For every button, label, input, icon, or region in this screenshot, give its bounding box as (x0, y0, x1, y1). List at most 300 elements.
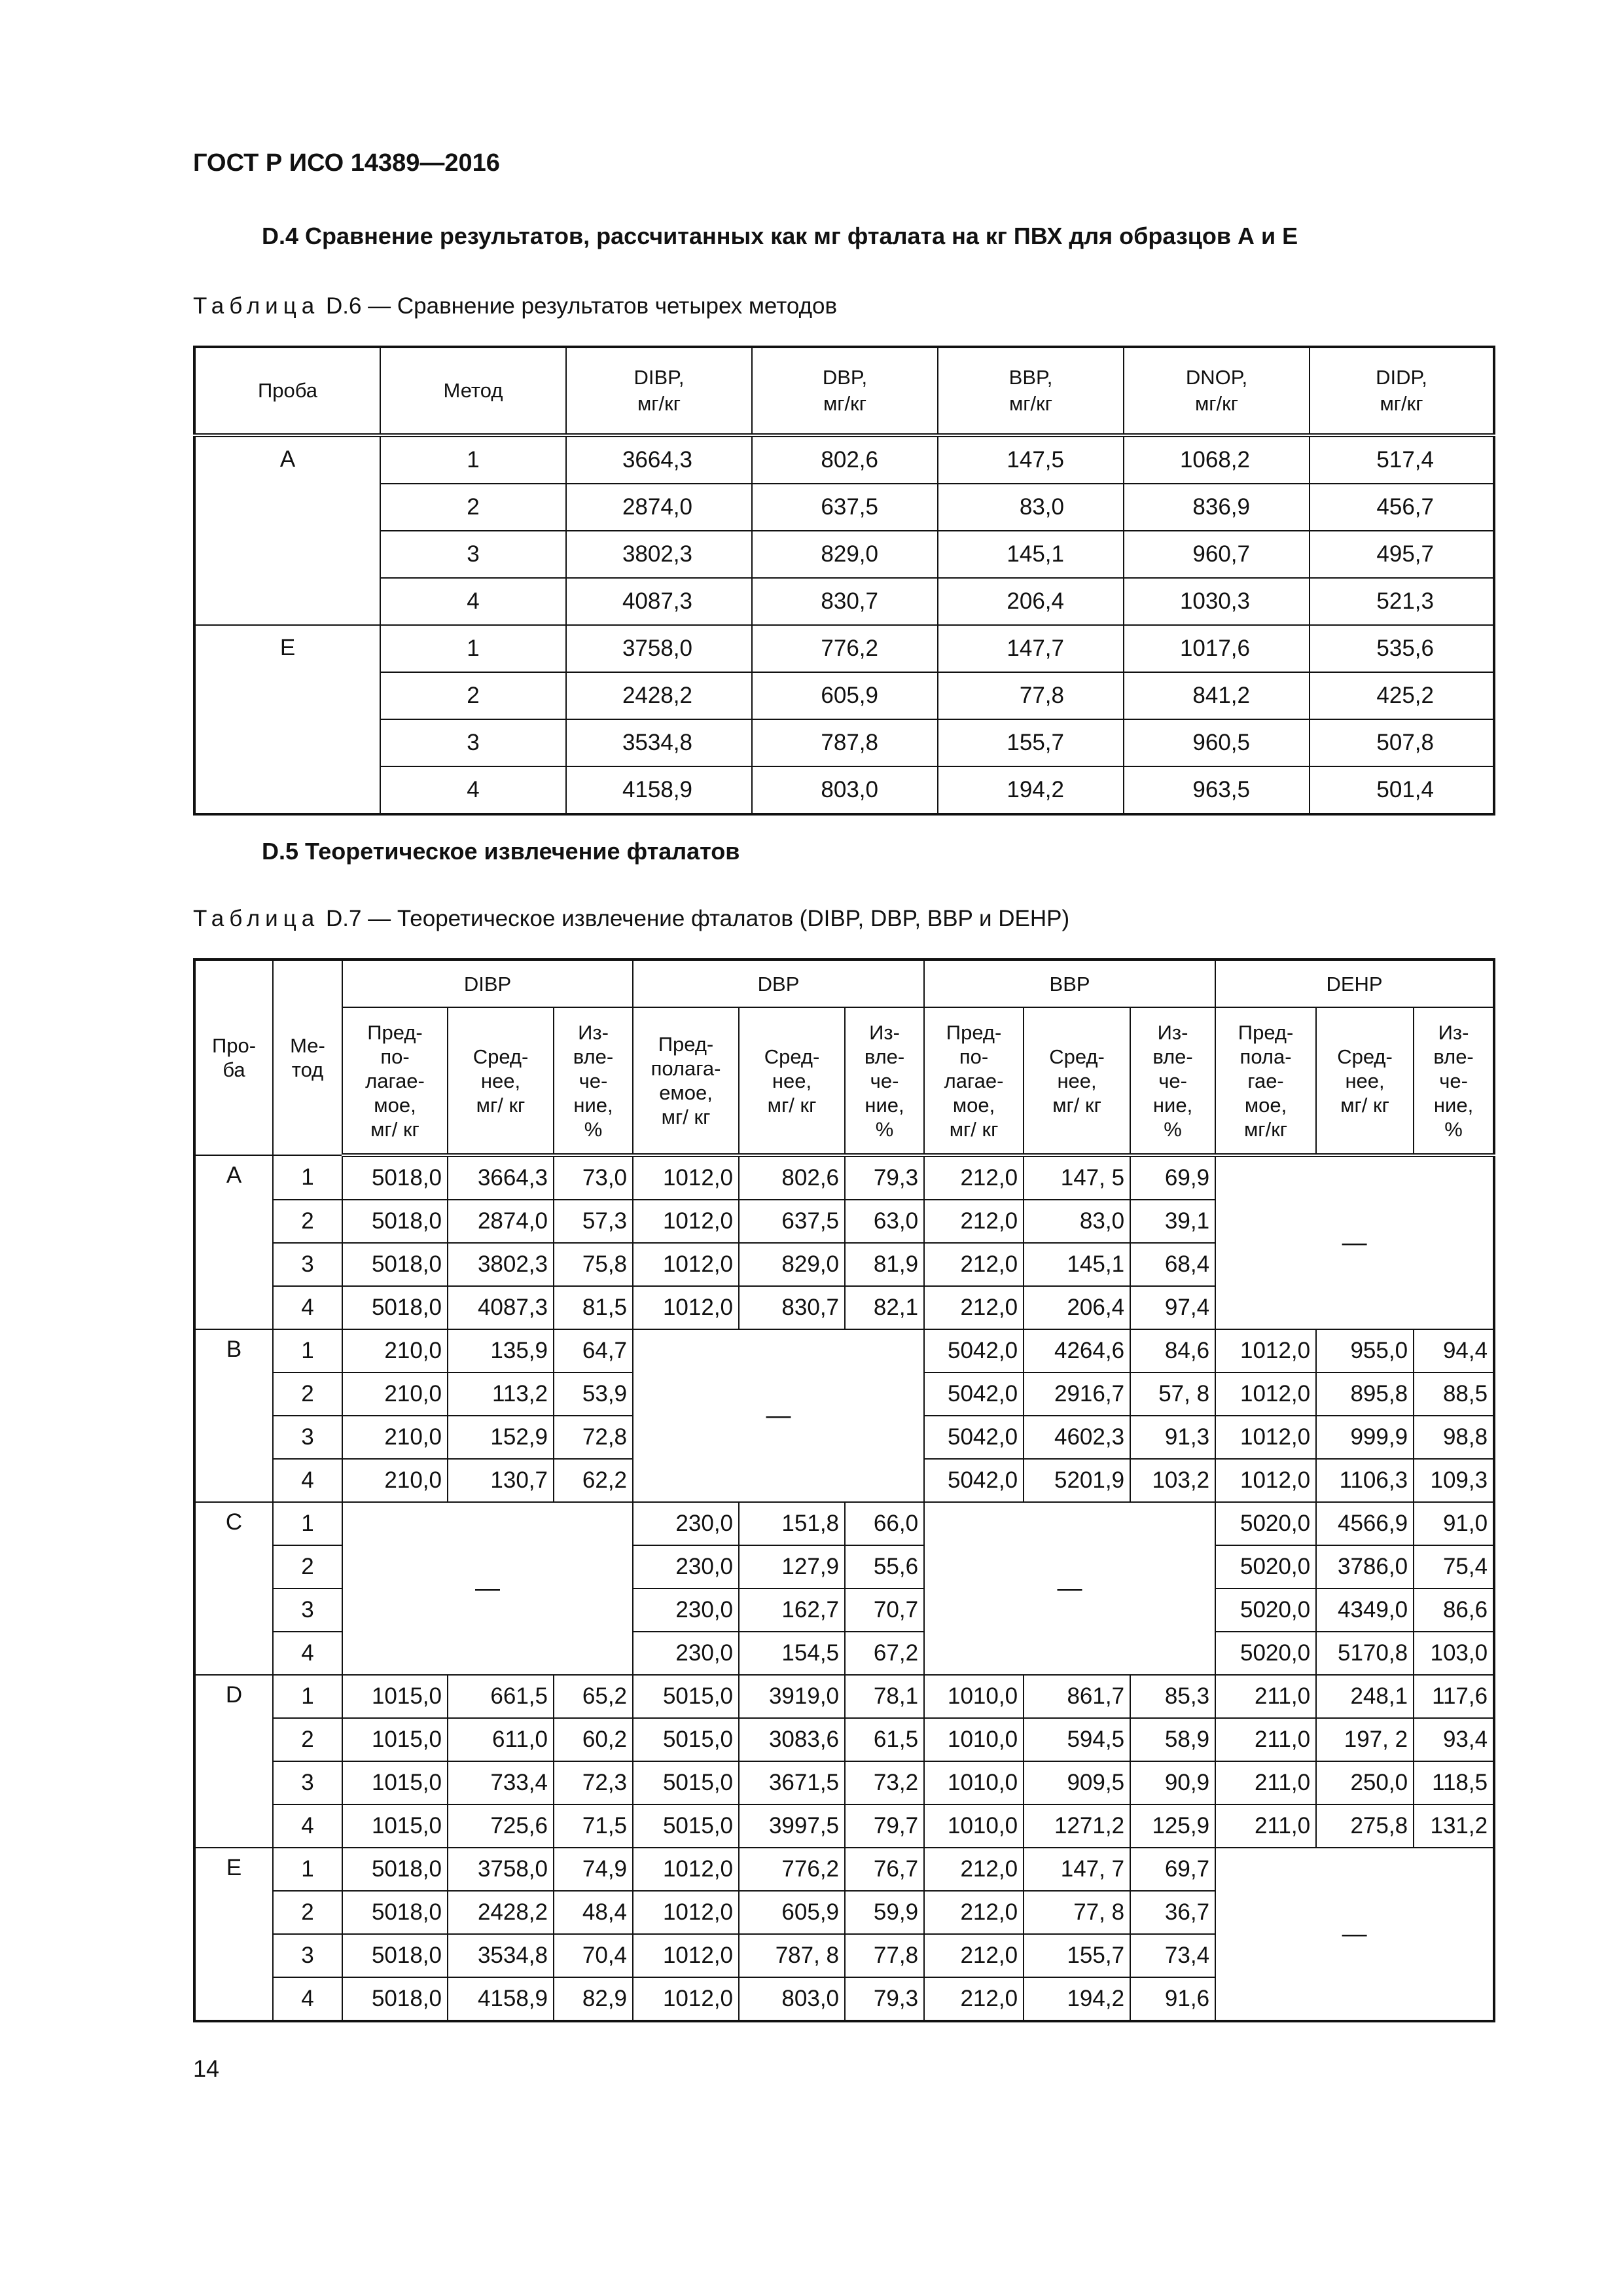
value-cell: 70,4 (554, 1934, 633, 1977)
caption-prefix: Таблица (193, 293, 320, 319)
value-cell: 206,4 (1024, 1286, 1130, 1329)
table-d7 (193, 958, 1495, 2022)
method-cell: 1 (380, 625, 566, 672)
value-cell: 275,8 (1316, 1804, 1414, 1848)
value-cell: 5018,0 (342, 1286, 448, 1329)
value-cell: 5018,0 (342, 1934, 448, 1977)
method-cell: 2 (380, 672, 566, 719)
value-cell: 5042,0 (924, 1459, 1024, 1502)
value-cell: 69,7 (1130, 1848, 1215, 1891)
value-cell: 230,0 (633, 1588, 739, 1632)
value-cell: 1012,0 (633, 1243, 739, 1286)
value-cell: 91,0 (1414, 1502, 1494, 1545)
table-d6 (193, 346, 1495, 816)
value-cell: 507,8 (1310, 719, 1494, 766)
value-cell: 1015,0 (342, 1718, 448, 1761)
value-cell: 1012,0 (633, 1934, 739, 1977)
value-cell: 1012,0 (1215, 1459, 1316, 1502)
document-code: ГОСТ Р ИСО 14389—2016 (193, 149, 500, 177)
table-row (194, 1155, 1494, 1200)
value-cell: 55,6 (845, 1545, 924, 1588)
value-cell: 155,7 (938, 719, 1124, 766)
value-cell: 194,2 (938, 766, 1124, 814)
value-cell: 5018,0 (342, 1848, 448, 1891)
value-cell: 81,9 (845, 1243, 924, 1286)
value-cell: 637,5 (752, 484, 938, 531)
method-cell: 1 (273, 1848, 342, 1891)
value-cell: 79,3 (845, 1155, 924, 1200)
value-cell: 803,0 (752, 766, 938, 814)
value-cell: 661,5 (448, 1675, 554, 1718)
value-cell: 5020,0 (1215, 1632, 1316, 1675)
value-cell: 4087,3 (566, 578, 752, 625)
value-cell: 836,9 (1124, 484, 1310, 531)
value-cell: 5018,0 (342, 1243, 448, 1286)
value-cell: 4158,9 (566, 766, 752, 814)
column-header: DIBP, мг/кг (566, 347, 752, 435)
method-cell: 4 (380, 766, 566, 814)
value-cell: 3758,0 (448, 1848, 554, 1891)
section-heading-d4: D.4 Сравнение результатов, рассчитанных как мг фталата на кг ПВХ для образцов А и Е (262, 223, 1298, 249)
value-cell: 63,0 (845, 1200, 924, 1243)
table-row (194, 1675, 1494, 1718)
value-cell: 3919,0 (739, 1675, 845, 1718)
value-cell: 605,9 (739, 1891, 845, 1934)
value-cell: 3671,5 (739, 1761, 845, 1804)
value-cell: 637,5 (739, 1200, 845, 1243)
value-cell: 70,7 (845, 1588, 924, 1632)
value-cell: 125,9 (1130, 1804, 1215, 1848)
value-cell: 1068,2 (1124, 435, 1310, 484)
empty-block-cell: — (633, 1329, 924, 1502)
value-cell: 117,6 (1414, 1675, 1494, 1718)
value-cell: 2874,0 (448, 1200, 554, 1243)
value-cell: 1030,3 (1124, 578, 1310, 625)
section-heading-d5: D.5 Теоретическое извлечение фталатов (262, 838, 740, 865)
method-cell: 1 (273, 1502, 342, 1545)
value-cell: 83,0 (1024, 1200, 1130, 1243)
column-header: DBP, мг/кг (752, 347, 938, 435)
value-cell: 60,2 (554, 1718, 633, 1761)
column-header: Из- вле- че- ние, % (1130, 1007, 1215, 1155)
value-cell: 61,5 (845, 1718, 924, 1761)
sample-cell: А (194, 435, 380, 625)
value-cell: 69,9 (1130, 1155, 1215, 1200)
method-cell: 3 (273, 1243, 342, 1286)
value-cell: 98,8 (1414, 1416, 1494, 1459)
value-cell: 211,0 (1215, 1761, 1316, 1804)
value-cell: 147, 5 (1024, 1155, 1130, 1200)
value-cell: 210,0 (342, 1416, 448, 1459)
value-cell: 194,2 (1024, 1977, 1130, 2021)
value-cell: 248,1 (1316, 1675, 1414, 1718)
value-cell: 3534,8 (448, 1934, 554, 1977)
table-row (194, 1761, 1494, 1804)
value-cell: 4158,9 (448, 1977, 554, 2021)
value-cell: 212,0 (924, 1977, 1024, 2021)
value-cell: 197, 2 (1316, 1718, 1414, 1761)
table-row (194, 578, 1494, 625)
column-header: Пред- по- лагае- мое, мг/ кг (342, 1007, 448, 1155)
value-cell: 5020,0 (1215, 1502, 1316, 1545)
value-cell: 960,5 (1124, 719, 1310, 766)
value-cell: 802,6 (752, 435, 938, 484)
column-header: Сред- нее, мг/ кг (448, 1007, 554, 1155)
sample-cell: D (194, 1675, 273, 1848)
value-cell: 2428,2 (448, 1891, 554, 1934)
column-header: Пред- по- лагае- мое, мг/ кг (924, 1007, 1024, 1155)
value-cell: 212,0 (924, 1200, 1024, 1243)
table-row (194, 625, 1494, 672)
group-header: DIBP (342, 960, 633, 1007)
method-cell: 4 (273, 1977, 342, 2021)
value-cell: 5018,0 (342, 1977, 448, 2021)
value-cell: 66,0 (845, 1502, 924, 1545)
value-cell: 76,7 (845, 1848, 924, 1891)
group-header: DEHP (1215, 960, 1494, 1007)
value-cell: 212,0 (924, 1155, 1024, 1200)
value-cell: 1017,6 (1124, 625, 1310, 672)
value-cell: 155,7 (1024, 1934, 1130, 1977)
table-row (194, 1502, 1494, 1545)
column-header: DIDP, мг/кг (1310, 347, 1494, 435)
value-cell: 84,6 (1130, 1329, 1215, 1372)
value-cell: 212,0 (924, 1891, 1024, 1934)
value-cell: 131,2 (1414, 1804, 1494, 1848)
value-cell: 1012,0 (1215, 1416, 1316, 1459)
value-cell: 79,7 (845, 1804, 924, 1848)
value-cell: 4602,3 (1024, 1416, 1130, 1459)
value-cell: 152,9 (448, 1416, 554, 1459)
value-cell: 1015,0 (342, 1761, 448, 1804)
table-row (194, 484, 1494, 531)
value-cell: 103,2 (1130, 1459, 1215, 1502)
value-cell: 830,7 (752, 578, 938, 625)
sample-cell: Е (194, 625, 380, 814)
value-cell: 75,4 (1414, 1545, 1494, 1588)
method-cell: 2 (273, 1891, 342, 1934)
value-cell: 1012,0 (633, 1155, 739, 1200)
value-cell: 93,4 (1414, 1718, 1494, 1761)
method-cell: 1 (380, 435, 566, 484)
value-cell: 62,2 (554, 1459, 633, 1502)
column-header: Проба (194, 347, 380, 435)
value-cell: 3534,8 (566, 719, 752, 766)
value-cell: 5042,0 (924, 1372, 1024, 1416)
method-cell: 4 (273, 1459, 342, 1502)
column-header-sample: Про- ба (194, 960, 273, 1155)
column-header: Из- вле- че- ние, % (1414, 1007, 1494, 1155)
value-cell: 802,6 (739, 1155, 845, 1200)
value-cell: 2916,7 (1024, 1372, 1130, 1416)
value-cell: 73,0 (554, 1155, 633, 1200)
value-cell: 5015,0 (633, 1761, 739, 1804)
value-cell: 5015,0 (633, 1675, 739, 1718)
value-cell: 71,5 (554, 1804, 633, 1848)
table-row (194, 1718, 1494, 1761)
value-cell: 1106,3 (1316, 1459, 1414, 1502)
value-cell: 58,9 (1130, 1718, 1215, 1761)
value-cell: 3083,6 (739, 1718, 845, 1761)
value-cell: 3802,3 (566, 531, 752, 578)
value-cell: 5015,0 (633, 1804, 739, 1848)
value-cell: 78,1 (845, 1675, 924, 1718)
value-cell: 1012,0 (1215, 1372, 1316, 1416)
value-cell: 517,4 (1310, 435, 1494, 484)
value-cell: 211,0 (1215, 1718, 1316, 1761)
value-cell: 151,8 (739, 1502, 845, 1545)
method-cell: 4 (273, 1286, 342, 1329)
value-cell: 3664,3 (566, 435, 752, 484)
column-header: DNOP, мг/кг (1124, 347, 1310, 435)
value-cell: 5201,9 (1024, 1459, 1130, 1502)
value-cell: 145,1 (938, 531, 1124, 578)
value-cell: 861,7 (1024, 1675, 1130, 1718)
value-cell: 2428,2 (566, 672, 752, 719)
value-cell: 501,4 (1310, 766, 1494, 814)
column-header: Из- вле- че- ние, % (554, 1007, 633, 1155)
value-cell: 145,1 (1024, 1243, 1130, 1286)
column-header-method: Ме- тод (273, 960, 342, 1155)
value-cell: 57,3 (554, 1200, 633, 1243)
value-cell: 1010,0 (924, 1761, 1024, 1804)
page-number: 14 (193, 2055, 220, 2082)
column-header: Сред- нее, мг/ кг (739, 1007, 845, 1155)
value-cell: 88,5 (1414, 1372, 1494, 1416)
value-cell: 206,4 (938, 578, 1124, 625)
value-cell: 1012,0 (633, 1977, 739, 2021)
value-cell: 425,2 (1310, 672, 1494, 719)
method-cell: 1 (273, 1675, 342, 1718)
method-cell: 2 (273, 1372, 342, 1416)
value-cell: 999,9 (1316, 1416, 1414, 1459)
method-cell: 3 (273, 1416, 342, 1459)
column-header: Сред- нее, мг/ кг (1024, 1007, 1130, 1155)
value-cell: 1271,2 (1024, 1804, 1130, 1848)
sample-cell: А (194, 1155, 273, 1329)
value-cell: 611,0 (448, 1718, 554, 1761)
value-cell: 1015,0 (342, 1675, 448, 1718)
column-header: Метод (380, 347, 566, 435)
value-cell: 725,6 (448, 1804, 554, 1848)
value-cell: 776,2 (752, 625, 938, 672)
empty-block-cell: — (1215, 1848, 1494, 2021)
method-cell: 1 (273, 1329, 342, 1372)
value-cell: 86,6 (1414, 1588, 1494, 1632)
value-cell: 90,9 (1130, 1761, 1215, 1804)
value-cell: 594,5 (1024, 1718, 1130, 1761)
value-cell: 162,7 (739, 1588, 845, 1632)
value-cell: 605,9 (752, 672, 938, 719)
value-cell: 91,3 (1130, 1416, 1215, 1459)
value-cell: 3758,0 (566, 625, 752, 672)
method-cell: 2 (380, 484, 566, 531)
value-cell: 36,7 (1130, 1891, 1215, 1934)
column-header: Пред- пола- гае- мое, мг/кг (1215, 1007, 1316, 1155)
value-cell: 97,4 (1130, 1286, 1215, 1329)
value-cell: 73,2 (845, 1761, 924, 1804)
method-cell: 3 (273, 1761, 342, 1804)
value-cell: 955,0 (1316, 1329, 1414, 1372)
value-cell: 495,7 (1310, 531, 1494, 578)
value-cell: 77,8 (845, 1934, 924, 1977)
value-cell: 39,1 (1130, 1200, 1215, 1243)
value-cell: 127,9 (739, 1545, 845, 1588)
table-row (194, 1804, 1494, 1848)
method-cell: 4 (273, 1804, 342, 1848)
method-cell: 1 (273, 1155, 342, 1200)
value-cell: 5018,0 (342, 1155, 448, 1200)
value-cell: 733,4 (448, 1761, 554, 1804)
value-cell: 2874,0 (566, 484, 752, 531)
value-cell: 65,2 (554, 1675, 633, 1718)
value-cell: 841,2 (1124, 672, 1310, 719)
value-cell: 82,1 (845, 1286, 924, 1329)
value-cell: 5042,0 (924, 1416, 1024, 1459)
value-cell: 147,7 (938, 625, 1124, 672)
value-cell: 963,5 (1124, 766, 1310, 814)
table-row (194, 719, 1494, 766)
value-cell: 5018,0 (342, 1891, 448, 1934)
group-header: DBP (633, 960, 924, 1007)
value-cell: 48,4 (554, 1891, 633, 1934)
empty-block-cell: — (1215, 1155, 1494, 1329)
value-cell: 1010,0 (924, 1718, 1024, 1761)
method-cell: 3 (273, 1588, 342, 1632)
empty-block-cell: — (924, 1502, 1215, 1675)
value-cell: 1012,0 (633, 1848, 739, 1891)
value-cell: 64,7 (554, 1329, 633, 1372)
column-header: Сред- нее, мг/ кг (1316, 1007, 1414, 1155)
value-cell: 81,5 (554, 1286, 633, 1329)
value-cell: 4566,9 (1316, 1502, 1414, 1545)
table-row (194, 435, 1494, 484)
value-cell: 787,8 (752, 719, 938, 766)
header-row (194, 347, 1494, 435)
table-row (194, 531, 1494, 578)
value-cell: 456,7 (1310, 484, 1494, 531)
value-cell: 895,8 (1316, 1372, 1414, 1416)
method-cell: 3 (380, 531, 566, 578)
method-cell: 2 (273, 1718, 342, 1761)
value-cell: 5020,0 (1215, 1545, 1316, 1588)
value-cell: 5042,0 (924, 1329, 1024, 1372)
value-cell: 210,0 (342, 1372, 448, 1416)
value-cell: 776,2 (739, 1848, 845, 1891)
value-cell: 5020,0 (1215, 1588, 1316, 1632)
value-cell: 5170,8 (1316, 1632, 1414, 1675)
value-cell: 829,0 (739, 1243, 845, 1286)
sample-cell: Е (194, 1848, 273, 2021)
value-cell: 77,8 (938, 672, 1124, 719)
value-cell: 212,0 (924, 1286, 1024, 1329)
value-cell: 74,9 (554, 1848, 633, 1891)
column-header: Пред- полага- емое, мг/ кг (633, 1007, 739, 1155)
table-row (194, 672, 1494, 719)
value-cell: 230,0 (633, 1545, 739, 1588)
value-cell: 91,6 (1130, 1977, 1215, 2021)
value-cell: 147,5 (938, 435, 1124, 484)
value-cell: 135,9 (448, 1329, 554, 1372)
value-cell: 212,0 (924, 1848, 1024, 1891)
value-cell: 4264,6 (1024, 1329, 1130, 1372)
method-cell: 3 (273, 1934, 342, 1977)
column-header: BBP, мг/кг (938, 347, 1124, 435)
value-cell: 4349,0 (1316, 1588, 1414, 1632)
value-cell: 3786,0 (1316, 1545, 1414, 1588)
method-cell: 2 (273, 1200, 342, 1243)
value-cell: 210,0 (342, 1329, 448, 1372)
value-cell: 1010,0 (924, 1675, 1024, 1718)
header-row (194, 1007, 1494, 1155)
value-cell: 960,7 (1124, 531, 1310, 578)
value-cell: 72,8 (554, 1416, 633, 1459)
value-cell: 103,0 (1414, 1632, 1494, 1675)
value-cell: 109,3 (1414, 1459, 1494, 1502)
value-cell: 250,0 (1316, 1761, 1414, 1804)
method-cell: 2 (273, 1545, 342, 1588)
value-cell: 85,3 (1130, 1675, 1215, 1718)
table-caption-d6 (193, 293, 837, 319)
value-cell: 212,0 (924, 1934, 1024, 1977)
value-cell: 130,7 (448, 1459, 554, 1502)
value-cell: 68,4 (1130, 1243, 1215, 1286)
value-cell: 1012,0 (1215, 1329, 1316, 1372)
method-cell: 4 (273, 1632, 342, 1675)
group-header: BBP (924, 960, 1215, 1007)
value-cell: 787, 8 (739, 1934, 845, 1977)
caption-text: D.6 — Сравнение результатов четырех методов (319, 293, 838, 319)
value-cell: 211,0 (1215, 1804, 1316, 1848)
value-cell: 77, 8 (1024, 1891, 1130, 1934)
table-caption-d7 (193, 906, 1069, 932)
empty-block-cell: — (342, 1502, 633, 1675)
value-cell: 210,0 (342, 1459, 448, 1502)
value-cell: 4087,3 (448, 1286, 554, 1329)
value-cell: 53,9 (554, 1372, 633, 1416)
value-cell: 230,0 (633, 1632, 739, 1675)
value-cell: 79,3 (845, 1977, 924, 2021)
value-cell: 154,5 (739, 1632, 845, 1675)
value-cell: 75,8 (554, 1243, 633, 1286)
value-cell: 230,0 (633, 1502, 739, 1545)
value-cell: 803,0 (739, 1977, 845, 2021)
value-cell: 57, 8 (1130, 1372, 1215, 1416)
value-cell: 909,5 (1024, 1761, 1130, 1804)
value-cell: 83,0 (938, 484, 1124, 531)
method-cell: 4 (380, 578, 566, 625)
column-header: Из- вле- че- ние, % (845, 1007, 924, 1155)
value-cell: 72,3 (554, 1761, 633, 1804)
table-row (194, 1329, 1494, 1372)
value-cell: 118,5 (1414, 1761, 1494, 1804)
value-cell: 1015,0 (342, 1804, 448, 1848)
value-cell: 82,9 (554, 1977, 633, 2021)
value-cell: 830,7 (739, 1286, 845, 1329)
value-cell: 94,4 (1414, 1329, 1494, 1372)
value-cell: 67,2 (845, 1632, 924, 1675)
sample-cell: С (194, 1502, 273, 1675)
value-cell: 829,0 (752, 531, 938, 578)
value-cell: 73,4 (1130, 1934, 1215, 1977)
value-cell: 5015,0 (633, 1718, 739, 1761)
value-cell: 5018,0 (342, 1200, 448, 1243)
header-row (194, 960, 1494, 1007)
value-cell: 113,2 (448, 1372, 554, 1416)
value-cell: 3997,5 (739, 1804, 845, 1848)
method-cell: 3 (380, 719, 566, 766)
table-row (194, 766, 1494, 814)
